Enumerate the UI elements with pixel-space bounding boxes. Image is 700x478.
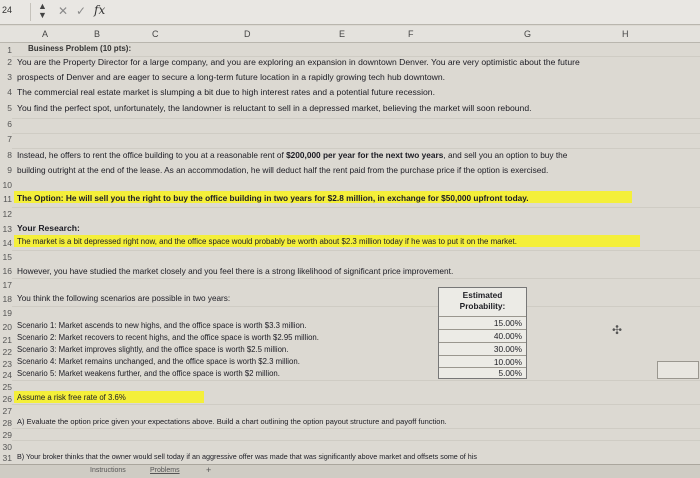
probability-cell[interactable]: 40.00%: [493, 331, 522, 341]
cell-text[interactable]: However, you have studied the market closely and you feel there is a strong likelihood of significant price improvement.: [17, 266, 454, 276]
cell-text[interactable]: building outright at the end of the lease. As an accommodation, he will deduct half the rent paid from the purchase price if the option is exercised.: [17, 165, 549, 175]
option-text[interactable]: The Option: He will sell you the right to buy the office building in two years for $2.8 million, in exchange for $50,000 upfront today.: [17, 193, 529, 203]
row-number: 1: [7, 45, 12, 55]
probability-header[interactable]: [439, 290, 526, 312]
row-number: 26: [2, 394, 12, 404]
scenario-2[interactable]: Scenario 2: Market recovers to recent highs, and the office space is worth $2.95 million.: [17, 333, 319, 342]
row-number: 2: [7, 57, 12, 67]
add-sheet-button[interactable]: +: [206, 465, 212, 475]
row-number: 24: [2, 370, 12, 380]
row-number: 4: [7, 87, 12, 97]
selected-cell-box[interactable]: [657, 361, 699, 379]
row-number: 27: [2, 406, 12, 416]
row-number: 12: [2, 209, 12, 219]
row-number: 19: [2, 308, 12, 318]
column-header-bar: [0, 26, 700, 43]
rent-amount: $200,000 per year for the next two years: [286, 150, 444, 160]
row-divider: [12, 306, 700, 307]
cell-text[interactable]: prospects of Denver and are eager to secure a long-term future location in a rapidly growing tech hub downtown.: [17, 72, 446, 82]
row-number: 14: [2, 238, 12, 248]
row-number: 29: [2, 430, 12, 440]
probability-header-line1: Estimated: [462, 290, 503, 300]
row-number: 21: [2, 335, 12, 345]
cancel-icon[interactable]: ✕: [58, 4, 69, 18]
scenario-3[interactable]: Scenario 3: Market improves slightly, and the office space is worth $2.5 million.: [17, 345, 289, 354]
formula-bar: [0, 0, 700, 25]
row-number: 6: [7, 119, 12, 129]
row-number: 5: [7, 103, 12, 113]
cross-cursor-icon: ✣: [612, 323, 623, 337]
column-header-e[interactable]: E: [339, 29, 346, 39]
row-number: 8: [7, 150, 12, 160]
row-number: 18: [2, 294, 12, 304]
scenario-5[interactable]: Scenario 5: Market weakens further, and the office space is worth $2 million.: [17, 369, 280, 378]
sheet-tabs: [0, 464, 700, 478]
probability-cell[interactable]: 30.00%: [493, 344, 522, 354]
probability-cell[interactable]: 15.00%: [493, 318, 522, 328]
row-number: 17: [2, 280, 12, 290]
tab-instructions[interactable]: Instructions: [90, 467, 126, 474]
table-divider: [439, 329, 526, 330]
row-divider: [12, 278, 700, 279]
row-divider: [12, 428, 700, 429]
rent-text-end: , and sell you an option to buy the: [443, 150, 568, 160]
cell-text[interactable]: You think the following scenarios are possible in two years:: [17, 294, 231, 303]
research-heading[interactable]: Your Research:: [17, 223, 80, 233]
cell-text[interactable]: You are the Property Director for a large company, and you are exploring an expansion in downtown Denver. You are very optimistic about the future: [17, 57, 580, 67]
cell-text[interactable]: The commercial real estate market is slumping a bit due to high interest rates and a potential future recession.: [17, 87, 435, 97]
probability-table: [438, 287, 527, 379]
table-divider: [439, 355, 526, 356]
row-number: 22: [2, 347, 12, 357]
probability-cell[interactable]: 10.00%: [493, 357, 522, 367]
row-number: 7: [7, 134, 12, 144]
row-divider: [12, 207, 700, 208]
function-icon[interactable]: fx: [94, 3, 106, 17]
column-header-c[interactable]: C: [152, 29, 159, 39]
row-number: 15: [2, 252, 12, 262]
scenario-1[interactable]: Scenario 1: Market ascends to new highs, and the office space is worth $3.3 million.: [17, 321, 307, 330]
question-a[interactable]: A) Evaluate the option price given your expectations above. Build a chart outlining the option payout structure and payoff function.: [17, 417, 447, 426]
probability-cell[interactable]: 5.00%: [498, 368, 522, 378]
formula-bar-divider: [30, 3, 31, 21]
confirm-icon[interactable]: ✓: [76, 4, 87, 18]
cell-text[interactable]: [17, 150, 567, 160]
row-number: 30: [2, 442, 12, 452]
column-header-f[interactable]: F: [408, 29, 414, 39]
name-box[interactable]: 24: [2, 5, 13, 15]
row-number: 25: [2, 382, 12, 392]
row-number: 11: [3, 194, 12, 204]
risk-free-text[interactable]: Assume a risk free rate of 3.6%: [17, 393, 126, 402]
probability-header-line2: Probability:: [459, 301, 506, 311]
row-divider: [12, 380, 700, 381]
question-b[interactable]: B) Your broker thinks that the owner would sell today if an aggressive offer was made that was significantly above market and offsets some of his: [17, 452, 477, 461]
row-divider: [12, 148, 700, 149]
row-number: 16: [2, 266, 12, 276]
cell-text[interactable]: You find the perfect spot, unfortunately, the landowner is reluctant to sell in a depressed market, believing the market will soon rebound.: [17, 103, 532, 113]
name-box-stepper-icon[interactable]: ▲ ▼: [38, 1, 47, 20]
business-problem-title[interactable]: Business Problem (10 pts):: [28, 44, 132, 53]
table-divider: [439, 342, 526, 343]
row-divider: [12, 404, 700, 405]
row-number: 3: [7, 72, 12, 82]
row-divider: [12, 440, 700, 441]
rent-text-start: Instead, he offers to rent the office building to you at a reasonable rent of: [17, 150, 287, 160]
table-divider: [439, 316, 526, 317]
row-divider: [12, 118, 700, 119]
market-text[interactable]: The market is a bit depressed right now, and the office space would probably be worth about $2.3 million today if he was to put it on the market.: [17, 237, 517, 246]
column-header-b[interactable]: B: [94, 29, 101, 39]
row-number: 9: [7, 165, 12, 175]
row-divider: [12, 250, 700, 251]
row-number: 31: [2, 453, 12, 463]
scenario-4[interactable]: Scenario 4: Market remains unchanged, and the office space is worth $2.3 million.: [17, 357, 300, 366]
row-number: 20: [2, 322, 12, 332]
row-number: 13: [2, 224, 12, 234]
column-header-g[interactable]: G: [524, 29, 532, 39]
row-number: 23: [2, 359, 12, 369]
column-header-a[interactable]: A: [42, 29, 49, 39]
tab-problems[interactable]: Problems: [150, 467, 180, 474]
column-header-d[interactable]: D: [244, 29, 251, 39]
row-divider: [12, 133, 700, 134]
column-header-h[interactable]: H: [622, 29, 629, 39]
row-number: 28: [2, 418, 12, 428]
row-number: 10: [2, 180, 12, 190]
